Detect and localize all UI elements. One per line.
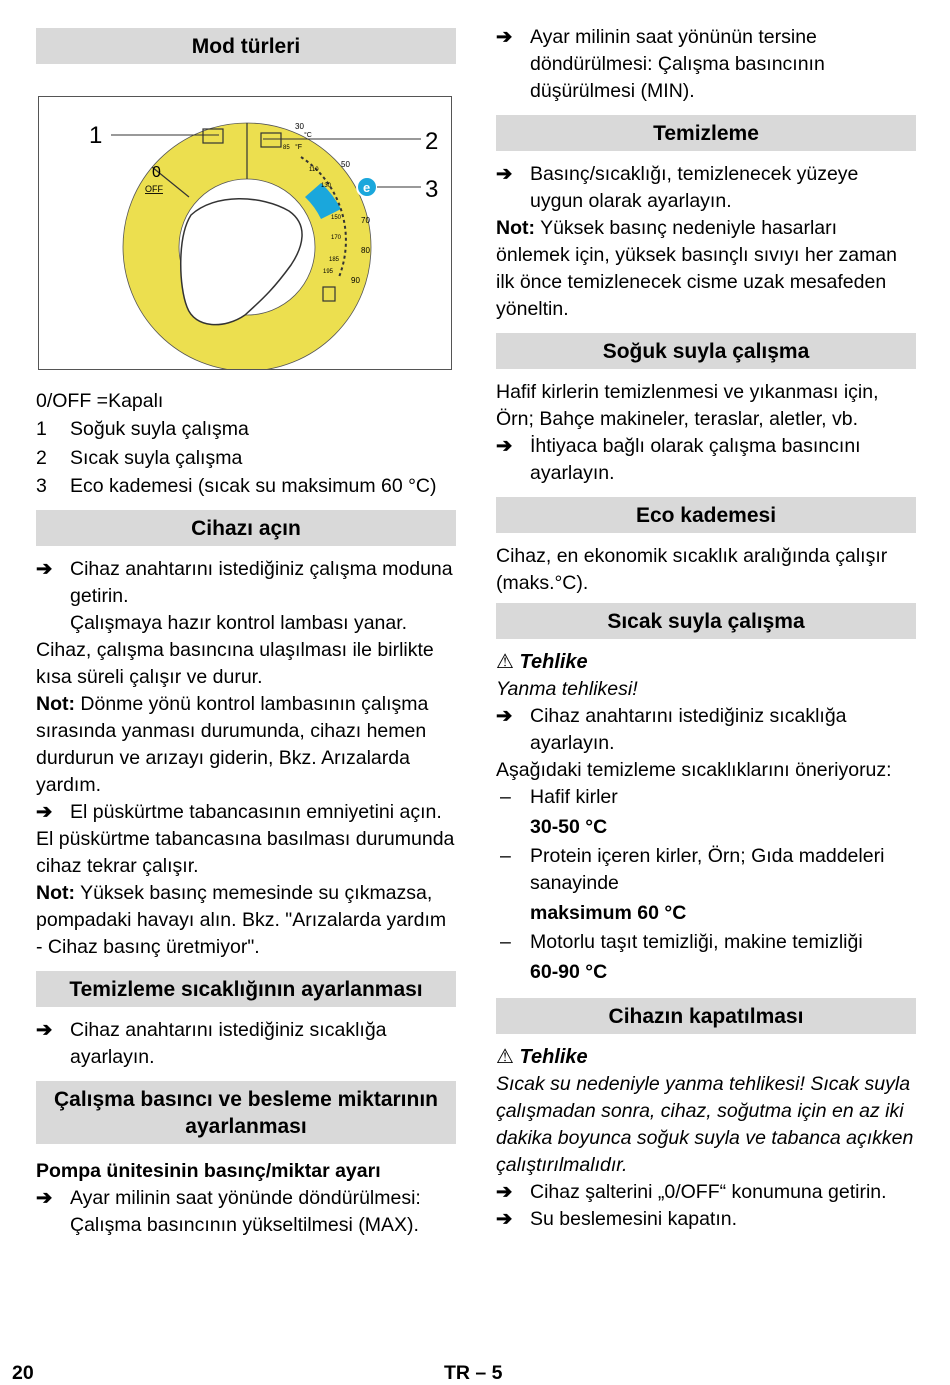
paragraph: Cihaz, çalışma basıncına ulaşılması ile birlikte kısa süreli çalışır ve durur. (36, 639, 434, 688)
arrow-icon: ➔ (36, 801, 53, 823)
legend-num: 3 (36, 475, 47, 497)
legend-num: 0/OFF = (36, 390, 109, 412)
legend-text: Kapalı (108, 390, 164, 412)
step-text: Cihaz anahtarını istediğiniz sıcaklığa ayarlayın. (530, 705, 847, 754)
ready-lamp-text (36, 610, 456, 637)
off-number: 0 (152, 164, 161, 181)
note-label: Not: (36, 693, 75, 715)
mode-dial-figure (38, 96, 452, 370)
item-value: 30-50 °C (530, 816, 608, 838)
item-text: Motorlu taşıt temizliği, makine temizliği (530, 931, 863, 953)
subheading-pump: Pompa ünitesinin basınç/miktar ayarı (36, 1160, 381, 1182)
callout-1: 1 (89, 122, 103, 149)
note-text: Yüksek basınç memesinde su çıkmazsa, pompadaki havayı alın. Bkz. "Arızalarda yardım - Cihaz basınç üretmiyor". (36, 882, 447, 958)
warning-icon: ⚠ (496, 1046, 514, 1068)
arrow-icon: ➔ (36, 1187, 53, 1209)
legend-item-2 (36, 444, 456, 473)
legend-num: 2 (36, 447, 47, 469)
danger-label: Tehlike (519, 651, 588, 673)
off-label: OFF (145, 184, 163, 194)
step-close-water (496, 1206, 916, 1233)
temp-f-110: 110 (309, 167, 319, 173)
step-text: Cihaz anahtarını istediğiniz sıcaklığa ayarlayın. (70, 1019, 387, 1068)
temp-50: 50 (341, 160, 350, 169)
temp-f-195: 195 (323, 269, 334, 275)
section-title-turn-on: Cihazı açın (36, 510, 456, 546)
section-title-eco: Eco kademesi (496, 497, 916, 533)
dash-bullet: – (500, 931, 511, 953)
unit-c: °C (304, 132, 312, 139)
section-title-cold-water: Soğuk suyla çalışma (496, 333, 916, 369)
section-title-hot-water: Sıcak suyla çalışma (496, 603, 916, 639)
section-title-temperature: Temizleme sıcaklığının ayarlanması (36, 971, 456, 1007)
warning-icon: ⚠ (496, 651, 514, 673)
legend-num: 1 (36, 418, 47, 440)
note-text: Dönme yönü kontrol lambasının çalışma sırasında yanması durumunda, cihazı hemen durdurun ve arızayı giderin, Bkz. Arızalarda yardım. (36, 693, 429, 796)
paragraph: Cihaz, en ekonomik sıcaklık aralığında çalışır (maks.°C). (496, 545, 888, 594)
legend-item-3 (36, 473, 456, 500)
danger-heading (496, 649, 916, 676)
step-adjust-pressure (496, 161, 916, 215)
legend-text: Eco kademesi (sıcak su maksimum 60 °C) (70, 475, 437, 497)
legend-text: Sıcak suyla çalışma (70, 447, 243, 469)
note-paragraph (36, 880, 456, 961)
step-text: Çalışmaya hazır kontrol lambası yanar. (70, 612, 408, 634)
arrow-icon: ➔ (496, 705, 513, 727)
danger-text: Sıcak su nedeniyle yanma tehlikesi! Sıcak suyla çalışmadan sonra, cihaz, soğutma için en az iki dakika boyunca soğuk suyla ve tabanca açıkken çalıştırılmalıdır. (496, 1073, 914, 1176)
section-title-cleaning: Temizleme (496, 115, 916, 151)
step-text: İhtiyaca bağlı olarak çalışma basıncını ayarlayın. (530, 435, 861, 484)
arrow-icon: ➔ (496, 435, 513, 457)
item-text: Hafif kirler (530, 786, 618, 808)
arrow-icon: ➔ (496, 163, 513, 185)
step-set-temperature (36, 1017, 456, 1071)
arrow-icon: ➔ (496, 1208, 513, 1230)
item-value: maksimum 60 °C (530, 902, 687, 924)
list-item (496, 784, 916, 811)
paragraph: Aşağıdaki temizleme sıcaklıklarını öneriyoruz: (496, 759, 892, 781)
temp-f-85: 85 (283, 145, 290, 151)
right-column (496, 24, 916, 1233)
note-label: Not: (496, 217, 535, 239)
step-set-temperature (496, 703, 916, 757)
mode-dial-illustration (39, 97, 451, 369)
legend-text: Soğuk suyla çalışma (70, 418, 249, 440)
step-text: Cihaz anahtarını istediğiniz çalışma moduna getirin. (70, 558, 453, 607)
step-pump-clockwise (36, 1185, 456, 1239)
legend-item-0 (36, 388, 456, 415)
arrow-icon: ➔ (36, 1019, 53, 1041)
step-text: Ayar milinin saat yönünün tersine döndürülmesi: Çalışma basıncının düşürülmesi (MIN). (530, 26, 825, 102)
unit-f: °F (295, 144, 303, 151)
list-item (496, 843, 916, 897)
callout-3: 3 (425, 176, 439, 203)
note-text: Yüksek basınç nedeniyle hasarları önlemek için, yüksek basınçlı sıvıyı her zaman ilk önce temizlenecek cisme uzak mesafeden yöneltin. (496, 217, 897, 320)
page-number: 20 (12, 1362, 34, 1384)
note-label: Not: (36, 882, 75, 904)
arrow-icon: ➔ (496, 26, 513, 48)
temp-f-170: 170 (331, 235, 342, 241)
list-item (496, 929, 916, 956)
eco-symbol: e (363, 180, 371, 195)
section-title-turn-off: Cihazın kapatılması (496, 998, 916, 1034)
temp-f-130: 130 (321, 183, 332, 189)
footer-language-page: TR – 5 (444, 1362, 503, 1384)
step-switch-off (496, 1179, 916, 1206)
arrow-icon: ➔ (36, 558, 53, 580)
step-text: Cihaz şalterini „0/OFF“ konumuna getirin. (530, 1181, 887, 1203)
paragraph: Hafif kirlerin temizlenmesi ve yıkanması için, Örn; Bahçe makineler, teraslar, aletler, vb. (496, 381, 879, 430)
paragraph: El püskürtme tabancasına basılması durumunda cihaz tekrar çalışır. (36, 828, 455, 877)
callout-2: 2 (425, 128, 439, 155)
step-pump-counterclockwise (496, 24, 916, 105)
step-text: Su beslemesini kapatın. (530, 1208, 738, 1230)
arrow-icon: ➔ (496, 1181, 513, 1203)
section-title-mode-types: Mod türleri (36, 28, 456, 64)
step-set-pressure (496, 433, 916, 487)
temp-90: 90 (351, 276, 360, 285)
dash-bullet: – (500, 845, 511, 867)
step-turn-switch (36, 556, 456, 610)
temp-f-185: 185 (329, 257, 340, 263)
temp-f-150: 150 (331, 215, 342, 221)
danger-heading (496, 1044, 916, 1071)
danger-label: Tehlike (519, 1046, 588, 1068)
legend-item-1 (36, 415, 456, 444)
left-column (36, 28, 456, 1239)
temp-70: 70 (361, 216, 370, 225)
dash-bullet: – (500, 786, 511, 808)
item-text: Protein içeren kirler, Örn; Gıda maddeleri sanayinde (530, 845, 885, 894)
step-text: Ayar milinin saat yönünde döndürülmesi: Çalışma basıncının yükseltilmesi (MAX). (70, 1187, 421, 1236)
step-text: El püskürtme tabancasının emniyetini açın. (70, 801, 442, 823)
mode-legend (36, 388, 456, 500)
temp-30: 30 (295, 122, 304, 131)
step-unlock-gun (36, 799, 456, 826)
note-paragraph (36, 691, 456, 799)
note-paragraph (496, 215, 916, 323)
danger-text: Yanma tehlikesi! (496, 678, 638, 700)
temp-80: 80 (361, 246, 370, 255)
step-text: Basınç/sıcaklığı, temizlenecek yüzeye uygun olarak ayarlayın. (530, 163, 859, 212)
item-value: 60-90 °C (530, 961, 608, 983)
section-title-pressure: Çalışma basıncı ve besleme miktarının ayarlanması (36, 1081, 456, 1144)
